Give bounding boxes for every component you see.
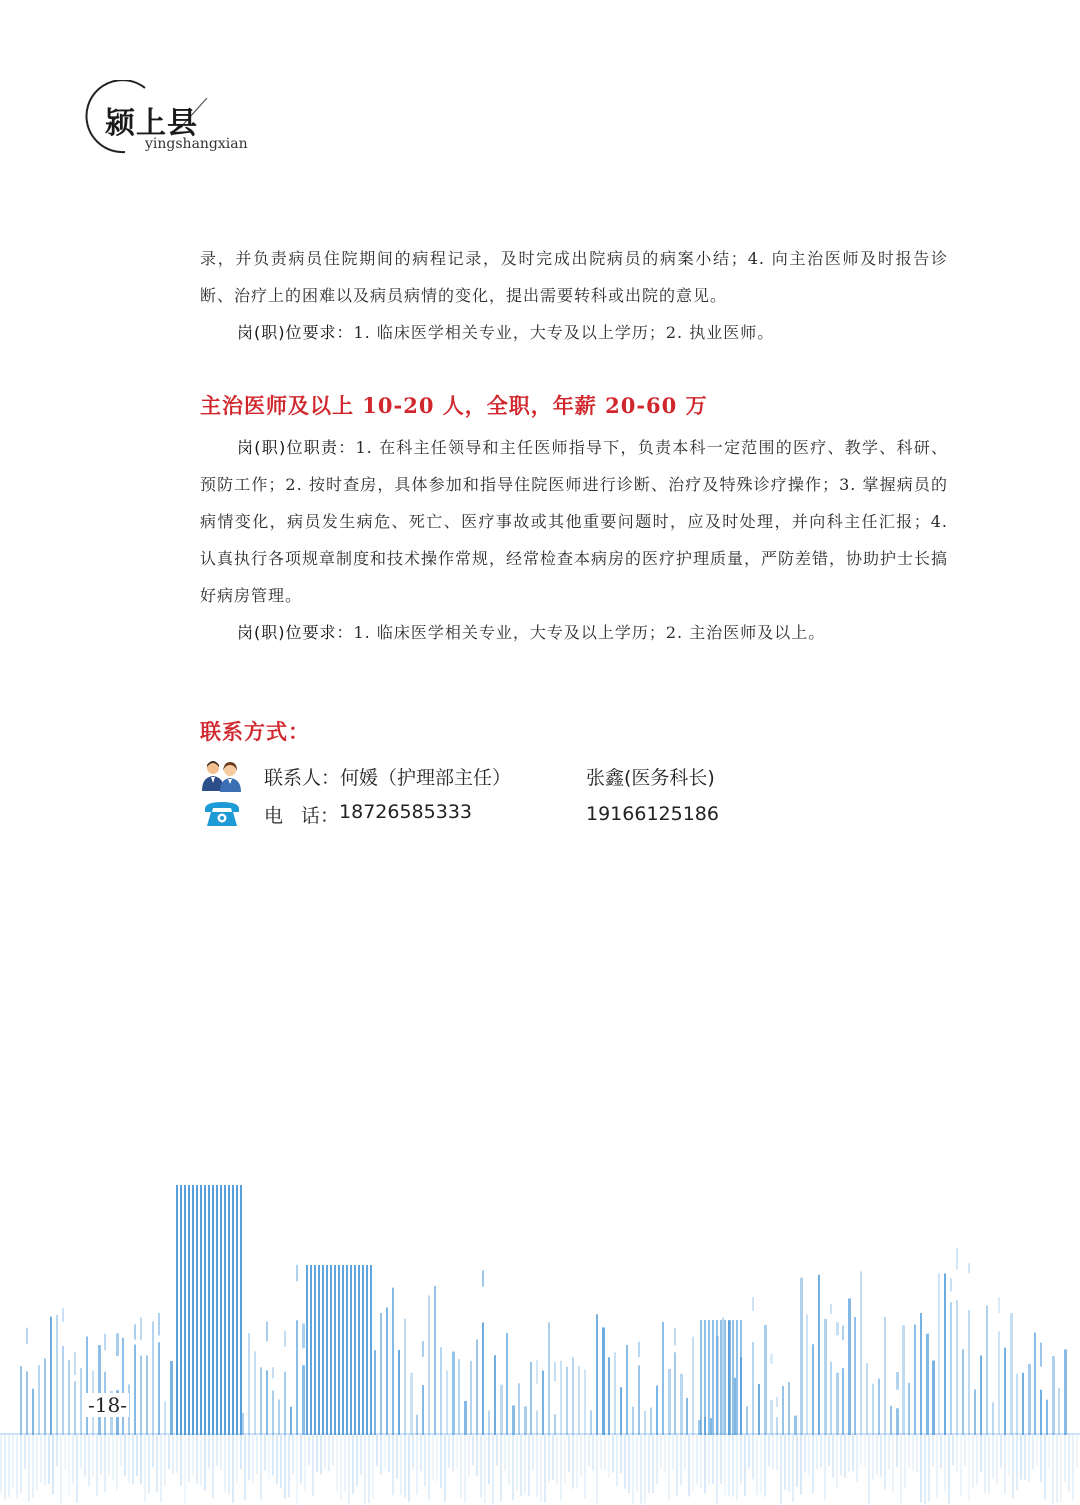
section-title-attending: 主治医师及以上 10-20 人，全职，年薪 20-60 万	[200, 393, 708, 418]
paragraph-duties-continued: 录，并负责病员住院期间的病程记录，及时完成出院病员的病案小结；4. 向主治医师及时报告诊断、治疗上的困难以及病员病情的变化，提出需要转科或出院的意见。	[200, 249, 948, 305]
requirements-label: 岗(职)位要求：	[237, 323, 354, 342]
phone-label-a: 电	[264, 804, 302, 827]
requirements-text: 1. 临床医学相关专业，大专及以上学历；2. 执业医师。	[353, 323, 775, 342]
telephone-icon	[200, 797, 244, 831]
contact-person-row	[200, 757, 948, 795]
logo-subtitle: yingshangxian	[145, 136, 248, 152]
contact-person-primary	[264, 763, 586, 790]
logo-title: 颍上县	[105, 106, 198, 141]
contact-person-1: 何媛（护理部主任）	[340, 766, 512, 789]
paragraph-requirements-attending	[200, 614, 948, 651]
paragraph-duties-attending	[200, 429, 948, 614]
phone-number-1[interactable]: 18726585333	[339, 800, 473, 823]
phone-number-2[interactable]: 19166125186	[586, 803, 719, 825]
contact-phone-primary	[264, 801, 586, 828]
duties-text: 1. 在科主任领导和主任医师指导下，负责本科一定范围的医疗、教学、科研、预防工作；2. 按时查房，具体参加和指导住院医师进行诊断、治疗及特殊诊疗操作；3. 掌握病员的病情变化，病员发生病危、死亡、医疗事故或其他重要问题时，应及时处理，并向科主任汇报；4. 认真执行各项规章制度和技术操作常规，经常检查本病房的医疗护理质量，严防差错，协助护士长搞好病房管理。	[200, 438, 949, 605]
contact-person-label: 联系人：	[264, 766, 341, 789]
contact-phone-row	[200, 795, 948, 833]
brand-logo	[85, 80, 265, 160]
main-content	[200, 240, 948, 833]
page-number: -18-	[88, 1393, 127, 1417]
city-skyline-illustration	[0, 1170, 1080, 1505]
requirements-text-attending: 1. 临床医学相关专业，大专及以上学历；2. 主治医师及以上。	[353, 623, 826, 642]
phone-label-b: 话：	[301, 804, 340, 827]
paragraph-requirements-resident	[200, 314, 948, 351]
contact-person-2: 张鑫(医务科长)	[586, 766, 715, 789]
contact-heading: 联系方式：	[200, 719, 310, 744]
requirements-label-attending: 岗(职)位要求：	[237, 623, 354, 642]
people-icon	[200, 759, 244, 793]
duties-label: 岗(职)位职责：	[237, 438, 356, 457]
